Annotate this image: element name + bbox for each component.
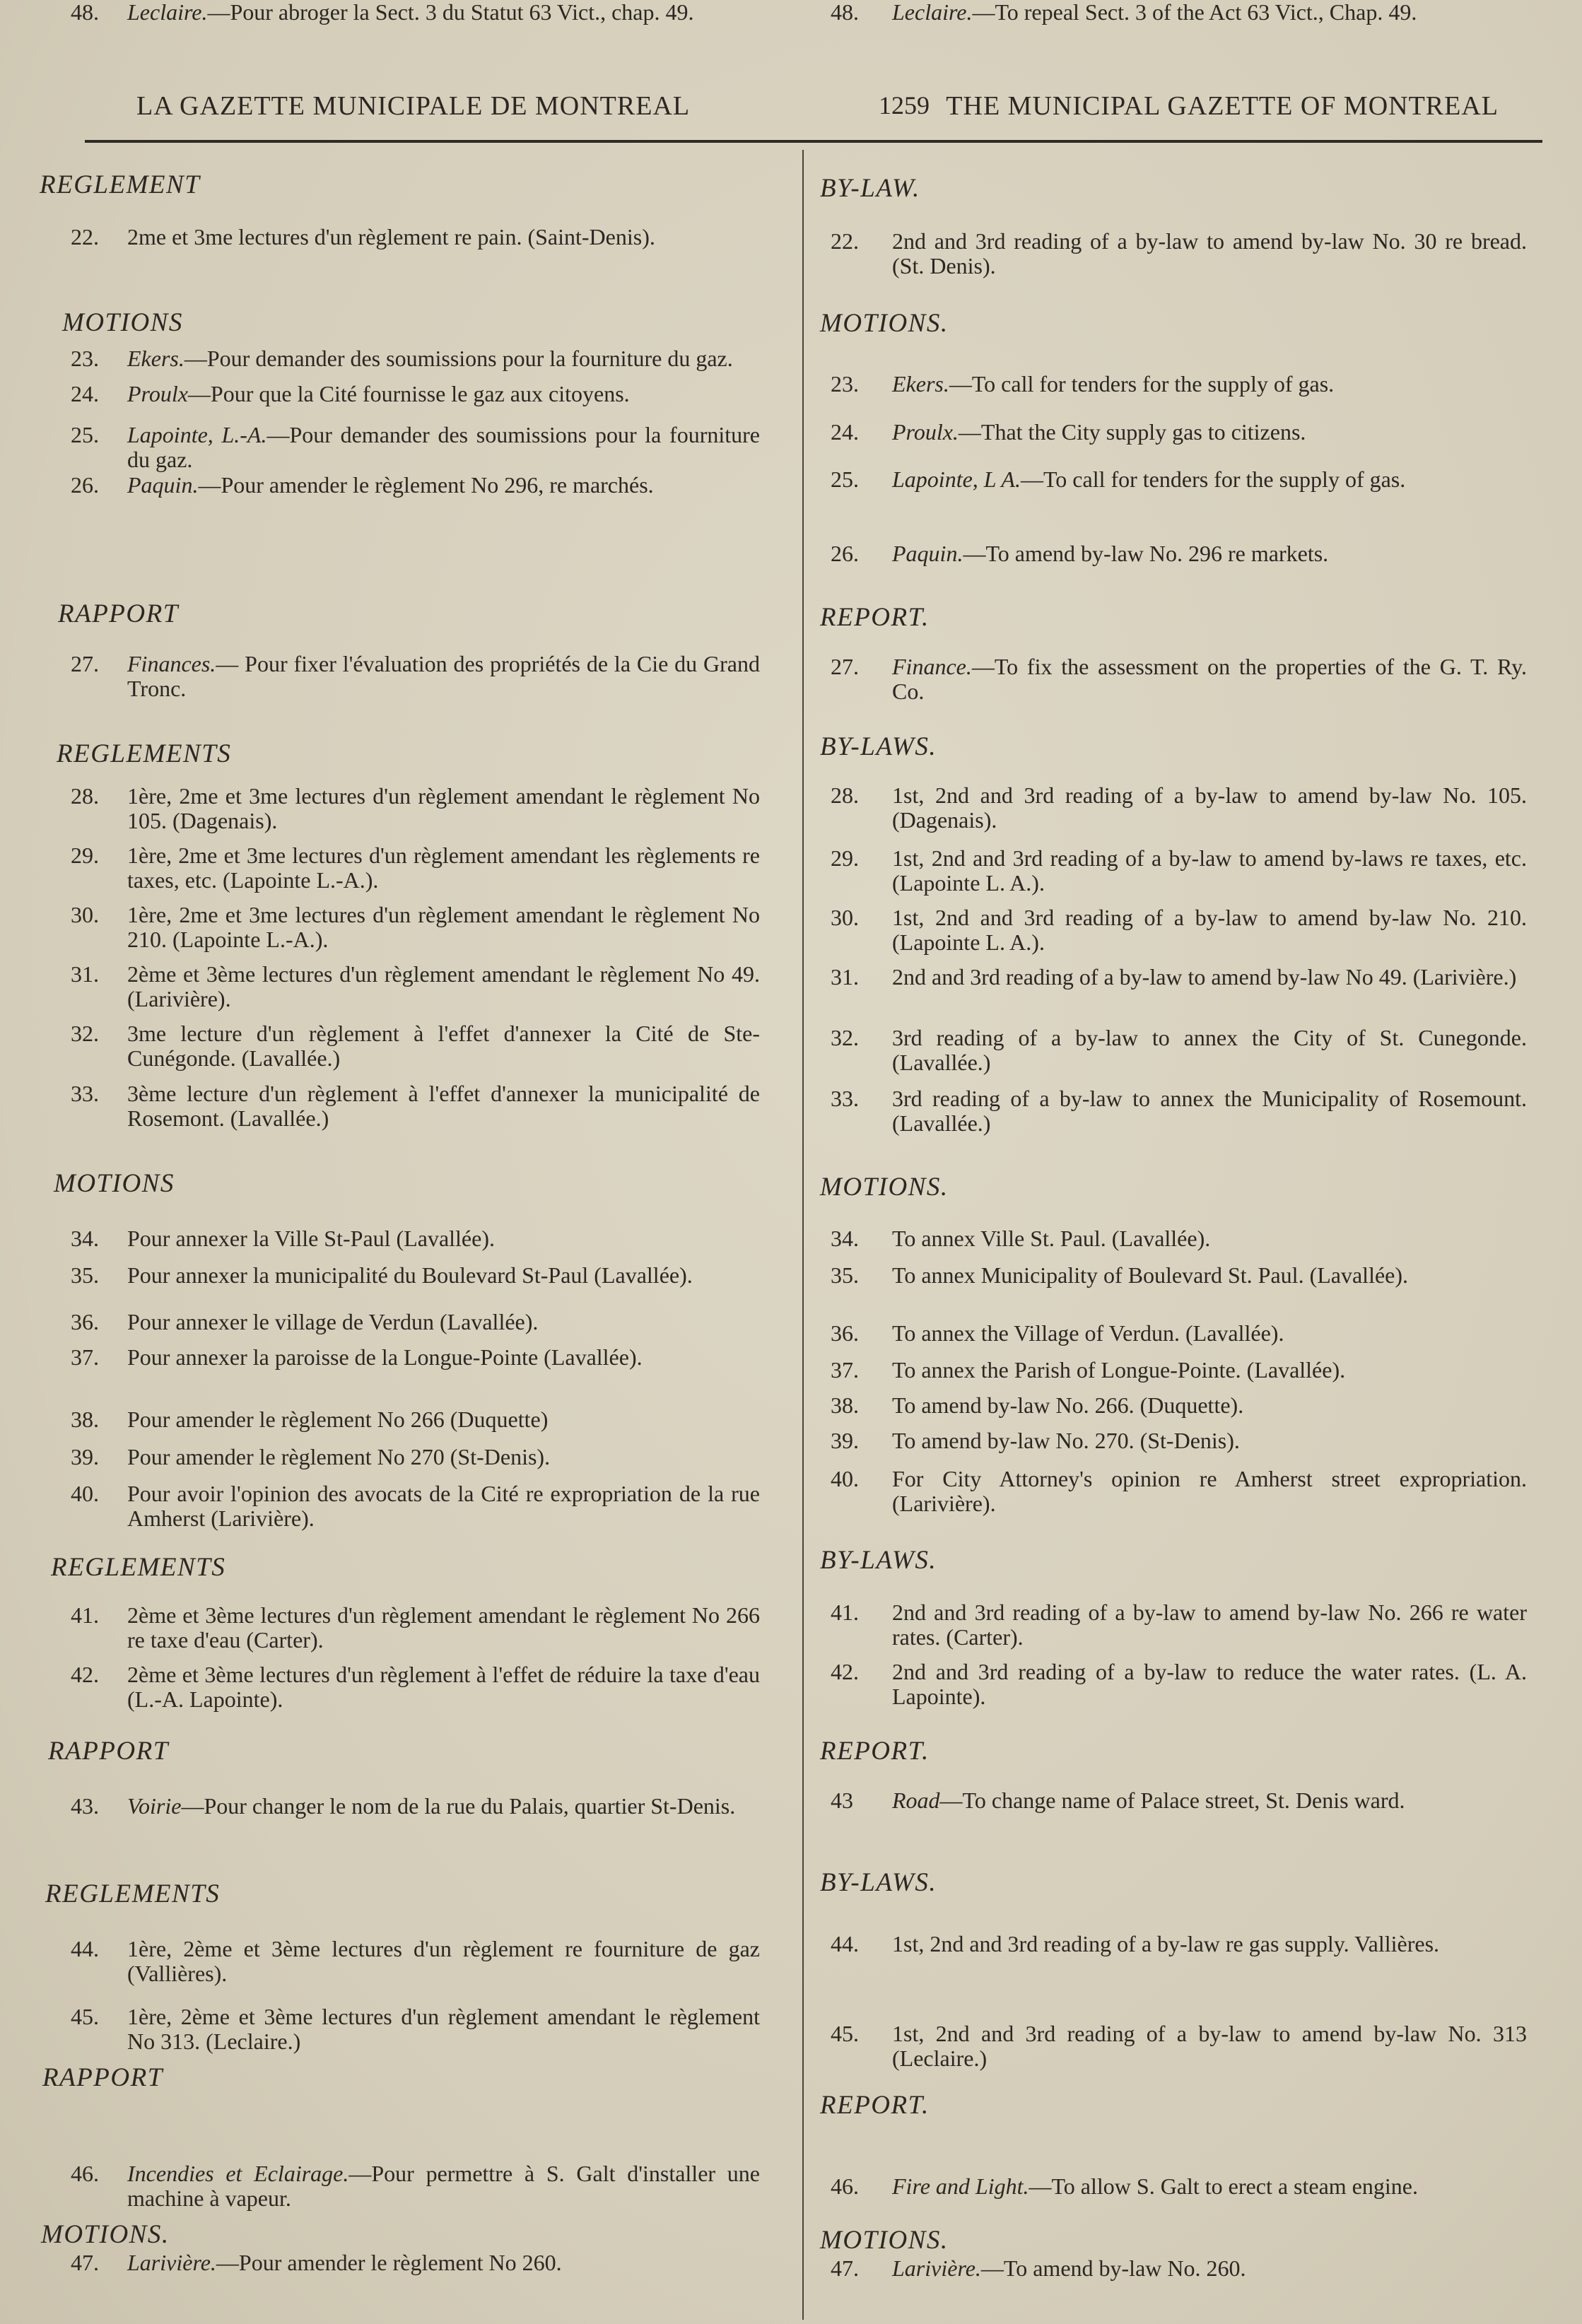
item-text (127, 2161, 760, 2211)
section-heading: BY-LAWS. (820, 1868, 937, 1897)
item-body: Pour avoir l'opinion des avocats de la Cité re expropriation de la rue Amherst (Larivière). (127, 1481, 760, 1531)
item-number: 26. (831, 541, 859, 566)
item-body: To annex the Village of Verdun. (Lavallée). (892, 1320, 1284, 1346)
page-number: 1259 (879, 91, 930, 119)
item-body: Pour amender le règlement No 270 (St-Denis). (127, 1444, 551, 1469)
item-body: Pour annexer le village de Verdun (Lavallée). (127, 1309, 539, 1334)
item-text (127, 1081, 760, 1131)
item-number: 23. (831, 371, 859, 397)
column-divider (802, 150, 804, 2320)
item-heading: Leclaire. (892, 0, 973, 25)
item-text (127, 1794, 760, 1819)
item-number: 39. (71, 1444, 99, 1469)
item-text (127, 473, 760, 498)
item-body: 1ère, 2me et 3me lectures d'un règlement amendant le règlement No 210. (Lapointe L.-A.). (127, 902, 760, 952)
item-heading: Finances. (127, 651, 216, 676)
item-heading: Lapointe, L.-A. (127, 422, 267, 447)
item-number: 34. (71, 1226, 99, 1251)
item-body: —Pour amender le règlement No 296, re marchés. (198, 472, 654, 498)
item-body: To annex the Parish of Longue-Pointe. (Lavallée). (892, 1357, 1346, 1383)
item-text (892, 1321, 1527, 1346)
item-body: —To allow S. Galt to erect a steam engine. (1029, 2173, 1418, 2199)
section-heading: REGLEMENTS (57, 739, 232, 768)
item-number: 44. (71, 1936, 99, 1961)
item-number: 26. (71, 472, 99, 498)
item-number: 48. (71, 0, 99, 25)
item-text (127, 1445, 760, 1469)
section-heading: BY-LAW. (820, 174, 920, 203)
item-text (127, 1345, 760, 1370)
item-body: 2me et 3me lectures d'un règlement re pain. (Saint-Denis). (127, 224, 655, 250)
item-number: 33. (831, 1086, 859, 1111)
item-number: 24. (71, 381, 99, 406)
item-body: —Pour demander des soumissions pour la fourniture du gaz. (184, 346, 733, 371)
item-number: 33. (71, 1081, 99, 1106)
item-number: 40. (831, 1466, 859, 1491)
item-number: 30. (831, 905, 859, 930)
item-text (892, 1428, 1527, 1453)
item-number: 40. (71, 1481, 99, 1506)
item-number: 25. (831, 466, 859, 492)
item-body: 1st, 2nd and 3rd reading of a by-law to amend by-laws re taxes, etc. (Lapointe L. A.). (892, 845, 1527, 896)
item-body: 2ème et 3ème lectures d'un règlement à l'effet de réduire la taxe d'eau (L.-A. Lapointe). (127, 1662, 760, 1712)
item-body: 2ème et 3ème lectures d'un règlement amendant le règlement No 266 re taxe d'eau (Carter). (127, 1602, 760, 1653)
item-text (892, 965, 1527, 990)
item-text (892, 372, 1527, 397)
item-text (892, 905, 1527, 955)
item-text (892, 420, 1527, 445)
item-number: 37. (831, 1357, 859, 1383)
header-french-title: LA GAZETTE MUNICIPALE DE MONTREAL (136, 91, 691, 121)
item-number: 31. (831, 964, 859, 990)
item-body: 1st, 2nd and 3rd reading of a by-law to amend by-law No. 313 (Leclaire.) (892, 2021, 1527, 2071)
item-number: 22. (831, 228, 859, 254)
item-body: —Pour amender le règlement No 260. (216, 2250, 562, 2275)
item-body: —To call for tenders for the supply of gas. (1020, 466, 1406, 492)
item-body: 1ère, 2ème et 3ème lectures d'un règlement re fourniture de gaz (Vallières). (127, 1936, 760, 1986)
section-heading: MOTIONS. (820, 1173, 949, 1202)
section-heading: RAPPORT (48, 1737, 169, 1766)
header-english-title: THE MUNICIPAL GAZETTE OF MONTREAL (946, 91, 1499, 121)
section-heading: RAPPORT (42, 2063, 163, 2092)
item-heading: Proulx. (892, 419, 959, 445)
item-text (127, 1226, 760, 1251)
item-body: 2ème et 3ème lectures d'un règlement amendant le règlement No 49. (Larivière). (127, 961, 760, 1011)
item-number: 45. (71, 2004, 99, 2029)
item-number: 22. (71, 224, 99, 250)
item-body: 3rd reading of a by-law to annex the City of St. Cunegonde. (Lavallée.) (892, 1025, 1527, 1075)
item-text (892, 1660, 1527, 1709)
item-heading: Incendies et Eclairage. (127, 2161, 349, 2186)
item-number: 43. (71, 1793, 99, 1819)
item-heading: Proulx (127, 381, 188, 406)
item-text (892, 1393, 1527, 1418)
item-number: 32. (71, 1021, 99, 1046)
item-number: 45. (831, 2021, 859, 2046)
item-text (127, 2005, 760, 2054)
item-number: 42. (71, 1662, 99, 1687)
item-body: 2nd and 3rd reading of a by-law to amend by-law No. 266 re water rates. (Carter). (892, 1600, 1527, 1650)
item-heading: Voirie (127, 1793, 182, 1819)
section-heading: RAPPORT (58, 599, 179, 628)
item-text (892, 1026, 1527, 1075)
item-text (892, 1788, 1527, 1813)
item-text (892, 1358, 1527, 1383)
item-text (892, 541, 1527, 566)
item-body: —To amend by-law No. 260. (980, 2255, 1246, 2281)
section-heading: REPORT. (820, 603, 930, 632)
item-number: 35. (71, 1262, 99, 1288)
item-number: 47. (71, 2250, 99, 2275)
item-body: —To amend by-law No. 296 re markets. (963, 541, 1329, 566)
item-body: To amend by-law No. 266. (Duquette). (892, 1392, 1244, 1418)
item-body: —To change name of Palace street, St. Denis ward. (939, 1788, 1405, 1813)
item-number: 28. (831, 782, 859, 808)
item-number: 29. (831, 845, 859, 871)
item-body: To annex Ville St. Paul. (Lavallée). (892, 1226, 1211, 1251)
section-heading: MOTIONS (62, 308, 183, 337)
item-body: 3rd reading of a by-law to annex the Municipality of Rosemount. (Lavallée.) (892, 1086, 1527, 1136)
item-body: 3ème lecture d'un règlement à l'effet d'annexer la municipalité de Rosemont. (Lavallée.) (127, 1081, 760, 1131)
item-body: —To call for tenders for the supply of gas. (949, 371, 1335, 397)
item-number: 36. (71, 1309, 99, 1334)
item-body: — Pour fixer l'évaluation des propriétés de la Cie du Grand Tronc. (127, 651, 760, 701)
item-number: 35. (831, 1262, 859, 1288)
item-number: 39. (831, 1428, 859, 1453)
header-rule (85, 140, 1542, 143)
item-body: —Pour que la Cité fournisse le gaz aux citoyens. (187, 381, 630, 406)
item-number: 28. (71, 783, 99, 809)
section-heading: REPORT. (820, 1737, 930, 1766)
section-heading: REGLEMENT (40, 170, 201, 199)
item-body: 1ère, 2ème et 3ème lectures d'un règlement amendant le règlement No 313. (Leclaire.) (127, 2004, 760, 2054)
item-text (127, 1481, 760, 1531)
item-number: 34. (831, 1226, 859, 1251)
item-body: 1st, 2nd and 3rd reading of a by-law to amend by-law No. 105. (Dagenais). (892, 782, 1527, 833)
item-number: 27. (831, 654, 859, 679)
item-body: Pour amender le règlement No 266 (Duquette) (127, 1407, 549, 1432)
item-text (127, 1603, 760, 1653)
item-text (892, 2256, 1527, 2281)
item-heading: Paquin. (127, 472, 199, 498)
item-number: 36. (831, 1320, 859, 1346)
item-text (127, 843, 760, 893)
item-text (892, 2021, 1527, 2071)
item-body: 1st, 2nd and 3rd reading of a by-law to amend by-law No. 210. (Lapointe L. A.). (892, 905, 1527, 955)
item-body: —Pour permettre à S. Galt d'installer une machine à vapeur. (127, 2161, 761, 2211)
item-body: Pour annexer la municipalité du Boulevard St-Paul (Lavallée). (127, 1262, 693, 1288)
section-heading: MOTIONS. (820, 2226, 949, 2255)
item-number: 41. (71, 1602, 99, 1628)
item-body: 2nd and 3rd reading of a by-law to reduce the water rates. (L. A. Lapointe). (892, 1659, 1527, 1709)
item-text (127, 2250, 760, 2275)
item-text (127, 1662, 760, 1712)
section-heading: REPORT. (820, 2091, 930, 2120)
item-text (892, 467, 1527, 492)
item-text (892, 2174, 1527, 2199)
item-heading: Larivière. (127, 2250, 216, 2275)
item-text (892, 655, 1527, 704)
item-heading: Ekers. (892, 371, 949, 397)
item-body: To annex Municipality of Boulevard St. Paul. (Lavallée). (892, 1262, 1409, 1288)
item-text (127, 1407, 760, 1432)
page-header (88, 90, 1545, 133)
item-number: 41. (831, 1600, 859, 1625)
item-text (127, 346, 760, 371)
section-heading: MOTIONS. (820, 309, 949, 338)
item-text (127, 784, 760, 833)
item-heading: Leclaire. (127, 0, 208, 25)
item-body: 3me lecture d'un règlement à l'effet d'annexer la Cité de Ste-Cunégonde. (Lavallée.) (127, 1021, 760, 1071)
item-text (892, 783, 1527, 833)
item-text (892, 1226, 1527, 1251)
item-text (127, 382, 760, 406)
item-heading: Finance. (892, 654, 972, 679)
item-heading: Paquin. (892, 541, 963, 566)
item-number: 47. (831, 2255, 859, 2281)
item-text (892, 1467, 1527, 1516)
item-number: 46. (831, 2173, 859, 2199)
item-number: 23. (71, 346, 99, 371)
item-text (127, 652, 760, 701)
section-heading: REGLEMENTS (45, 1879, 221, 1908)
item-number: 30. (71, 902, 99, 927)
item-number: 43 (831, 1788, 853, 1813)
item-text (892, 1263, 1527, 1288)
item-text (892, 0, 1527, 25)
item-text (127, 0, 760, 25)
item-text (127, 903, 760, 952)
item-heading: Road (892, 1788, 940, 1813)
item-heading: Ekers. (127, 346, 184, 371)
item-body: —Pour changer le nom de la rue du Palais, quartier St-Denis. (181, 1793, 736, 1819)
item-number: 42. (831, 1659, 859, 1684)
item-number: 24. (831, 419, 859, 445)
item-body: —To repeal Sect. 3 of the Act 63 Vict., Chap. 49. (972, 0, 1417, 25)
item-number: 46. (71, 2161, 99, 2186)
section-heading: MOTIONS. (41, 2220, 170, 2249)
item-body: For City Attorney's opinion re Amherst street expropriation. (Larivière). (892, 1466, 1527, 1516)
item-number: 31. (71, 961, 99, 987)
item-text (127, 1263, 760, 1288)
section-heading: MOTIONS (54, 1169, 175, 1198)
item-text (127, 225, 760, 250)
item-heading: Lapointe, L A. (892, 466, 1021, 492)
section-heading: REGLEMENTS (51, 1553, 226, 1582)
item-body: —Pour abroger la Sect. 3 du Statut 63 Vict., chap. 49. (207, 0, 694, 25)
item-number: 25. (71, 422, 99, 447)
item-body: To amend by-law No. 270. (St-Denis). (892, 1428, 1240, 1453)
item-text (127, 423, 760, 472)
item-text (892, 1932, 1527, 1956)
item-number: 48. (831, 0, 859, 25)
item-body: —To fix the assessment on the properties of the G. T. Ry. Co. (892, 654, 1527, 704)
item-number: 32. (831, 1025, 859, 1050)
item-body: 2nd and 3rd reading of a by-law to amend by-law No 49. (Larivière.) (892, 964, 1517, 990)
item-body: 2nd and 3rd reading of a by-law to amend by-law No. 30 re bread. (St. Denis). (892, 228, 1527, 278)
item-body: —That the City supply gas to citizens. (958, 419, 1306, 445)
item-number: 38. (71, 1407, 99, 1432)
item-text (892, 229, 1527, 278)
item-text (127, 962, 760, 1011)
item-body: 1ère, 2me et 3me lectures d'un règlement amendant les règlements re taxes, etc. (Lapointe L.-A.). (127, 843, 760, 893)
section-heading: BY-LAWS. (820, 732, 937, 761)
item-text (892, 1086, 1527, 1136)
item-heading: Fire and Light. (892, 2173, 1029, 2199)
item-text (892, 1600, 1527, 1650)
item-heading: Larivière. (892, 2255, 981, 2281)
item-text (127, 1021, 760, 1071)
section-heading: BY-LAWS. (820, 1546, 937, 1575)
item-body: 1st, 2nd and 3rd reading of a by-law re gas supply. Vallières. (892, 1931, 1440, 1956)
item-body: 1ère, 2me et 3me lectures d'un règlement amendant le règlement No 105. (Dagenais). (127, 783, 760, 833)
item-number: 38. (831, 1392, 859, 1418)
item-text (127, 1310, 760, 1334)
item-number: 27. (71, 651, 99, 676)
item-number: 44. (831, 1931, 859, 1956)
item-number: 37. (71, 1344, 99, 1370)
item-body: Pour annexer la Ville St-Paul (Lavallée). (127, 1226, 495, 1251)
item-body: Pour annexer la paroisse de la Longue-Pointe (Lavallée). (127, 1344, 643, 1370)
item-number: 29. (71, 843, 99, 868)
item-text (127, 1937, 760, 1986)
item-text (892, 846, 1527, 896)
item-body: —Pour demander des soumissions pour la fourniture du gaz. (127, 422, 761, 472)
